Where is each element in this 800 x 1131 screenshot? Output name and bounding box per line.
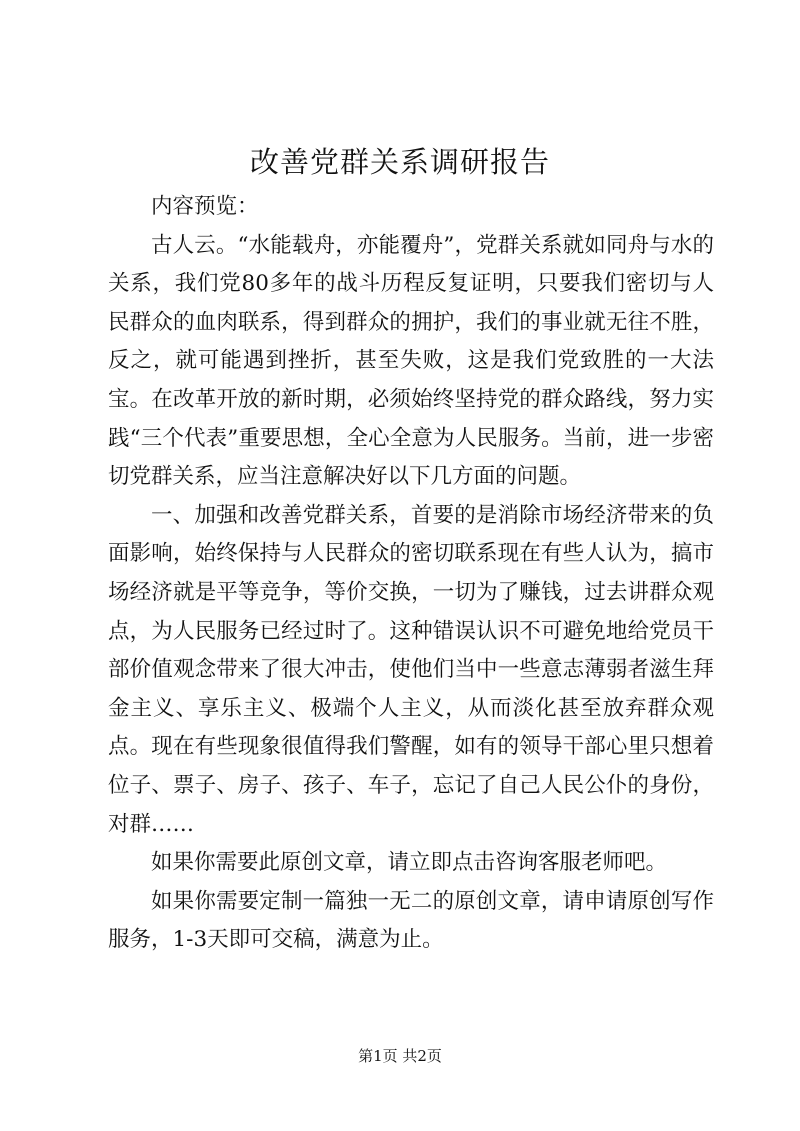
document-title: 改善党群关系调研报告 bbox=[249, 145, 550, 179]
paragraph-custom-service: 如果你需要定制一篇独一无二的原创文章，请申请原创写作服务，1-3天即可交稿，满意为止。 bbox=[108, 888, 714, 953]
preview-label: 内容预览： bbox=[151, 194, 259, 219]
paragraph-intro: 古人云。“水能载舟，亦能覆舟”，党群关系就如同舟与水的关系，我们党80多年的战斗历程反复证明，只要我们密切与人民群众的血肉联系，得到群众的拥护，我们的事业就无往不胜，反之，就可能遇到挫折，甚至失败，这是我们党致胜的一大法宝。在改革开放的新时期，必须始终坚持党的群众路线，努力实践“三个代表”重要思想，全心全意为人民服务。当前，进一步密切党群关系，应当注意解决好以下几方面的问题。 bbox=[108, 232, 714, 490]
document-body bbox=[108, 188, 714, 960]
page-number-footer: 第1页 共2页 bbox=[358, 1047, 442, 1065]
paragraph-section-one: 一、加强和改善党群关系，首要的是消除市场经济带来的负面影响，始终保持与人民群众的密切联系现在有些人认为，搞市场经济就是平等竞争，等价交换，一切为了赚钱，过去讲群众观点，为人民服务已经过时了。这种错误认识不可避免地给党员干部价值观念带来了很大冲击，使他们当中一些意志薄弱者滋生拜金主义、享乐主义、极端个人主义，从而淡化甚至放弃群众观点。现在有些现象很值得我们警醒，如有的领导干部心里只想着位子、票子、房子、孩子、车子，忘记了自己人民公仆的身份，对群…… bbox=[108, 502, 714, 837]
paragraph-contact-notice: 如果你需要此原创文章，请立即点击咨询客服老师吧。 bbox=[151, 850, 668, 876]
